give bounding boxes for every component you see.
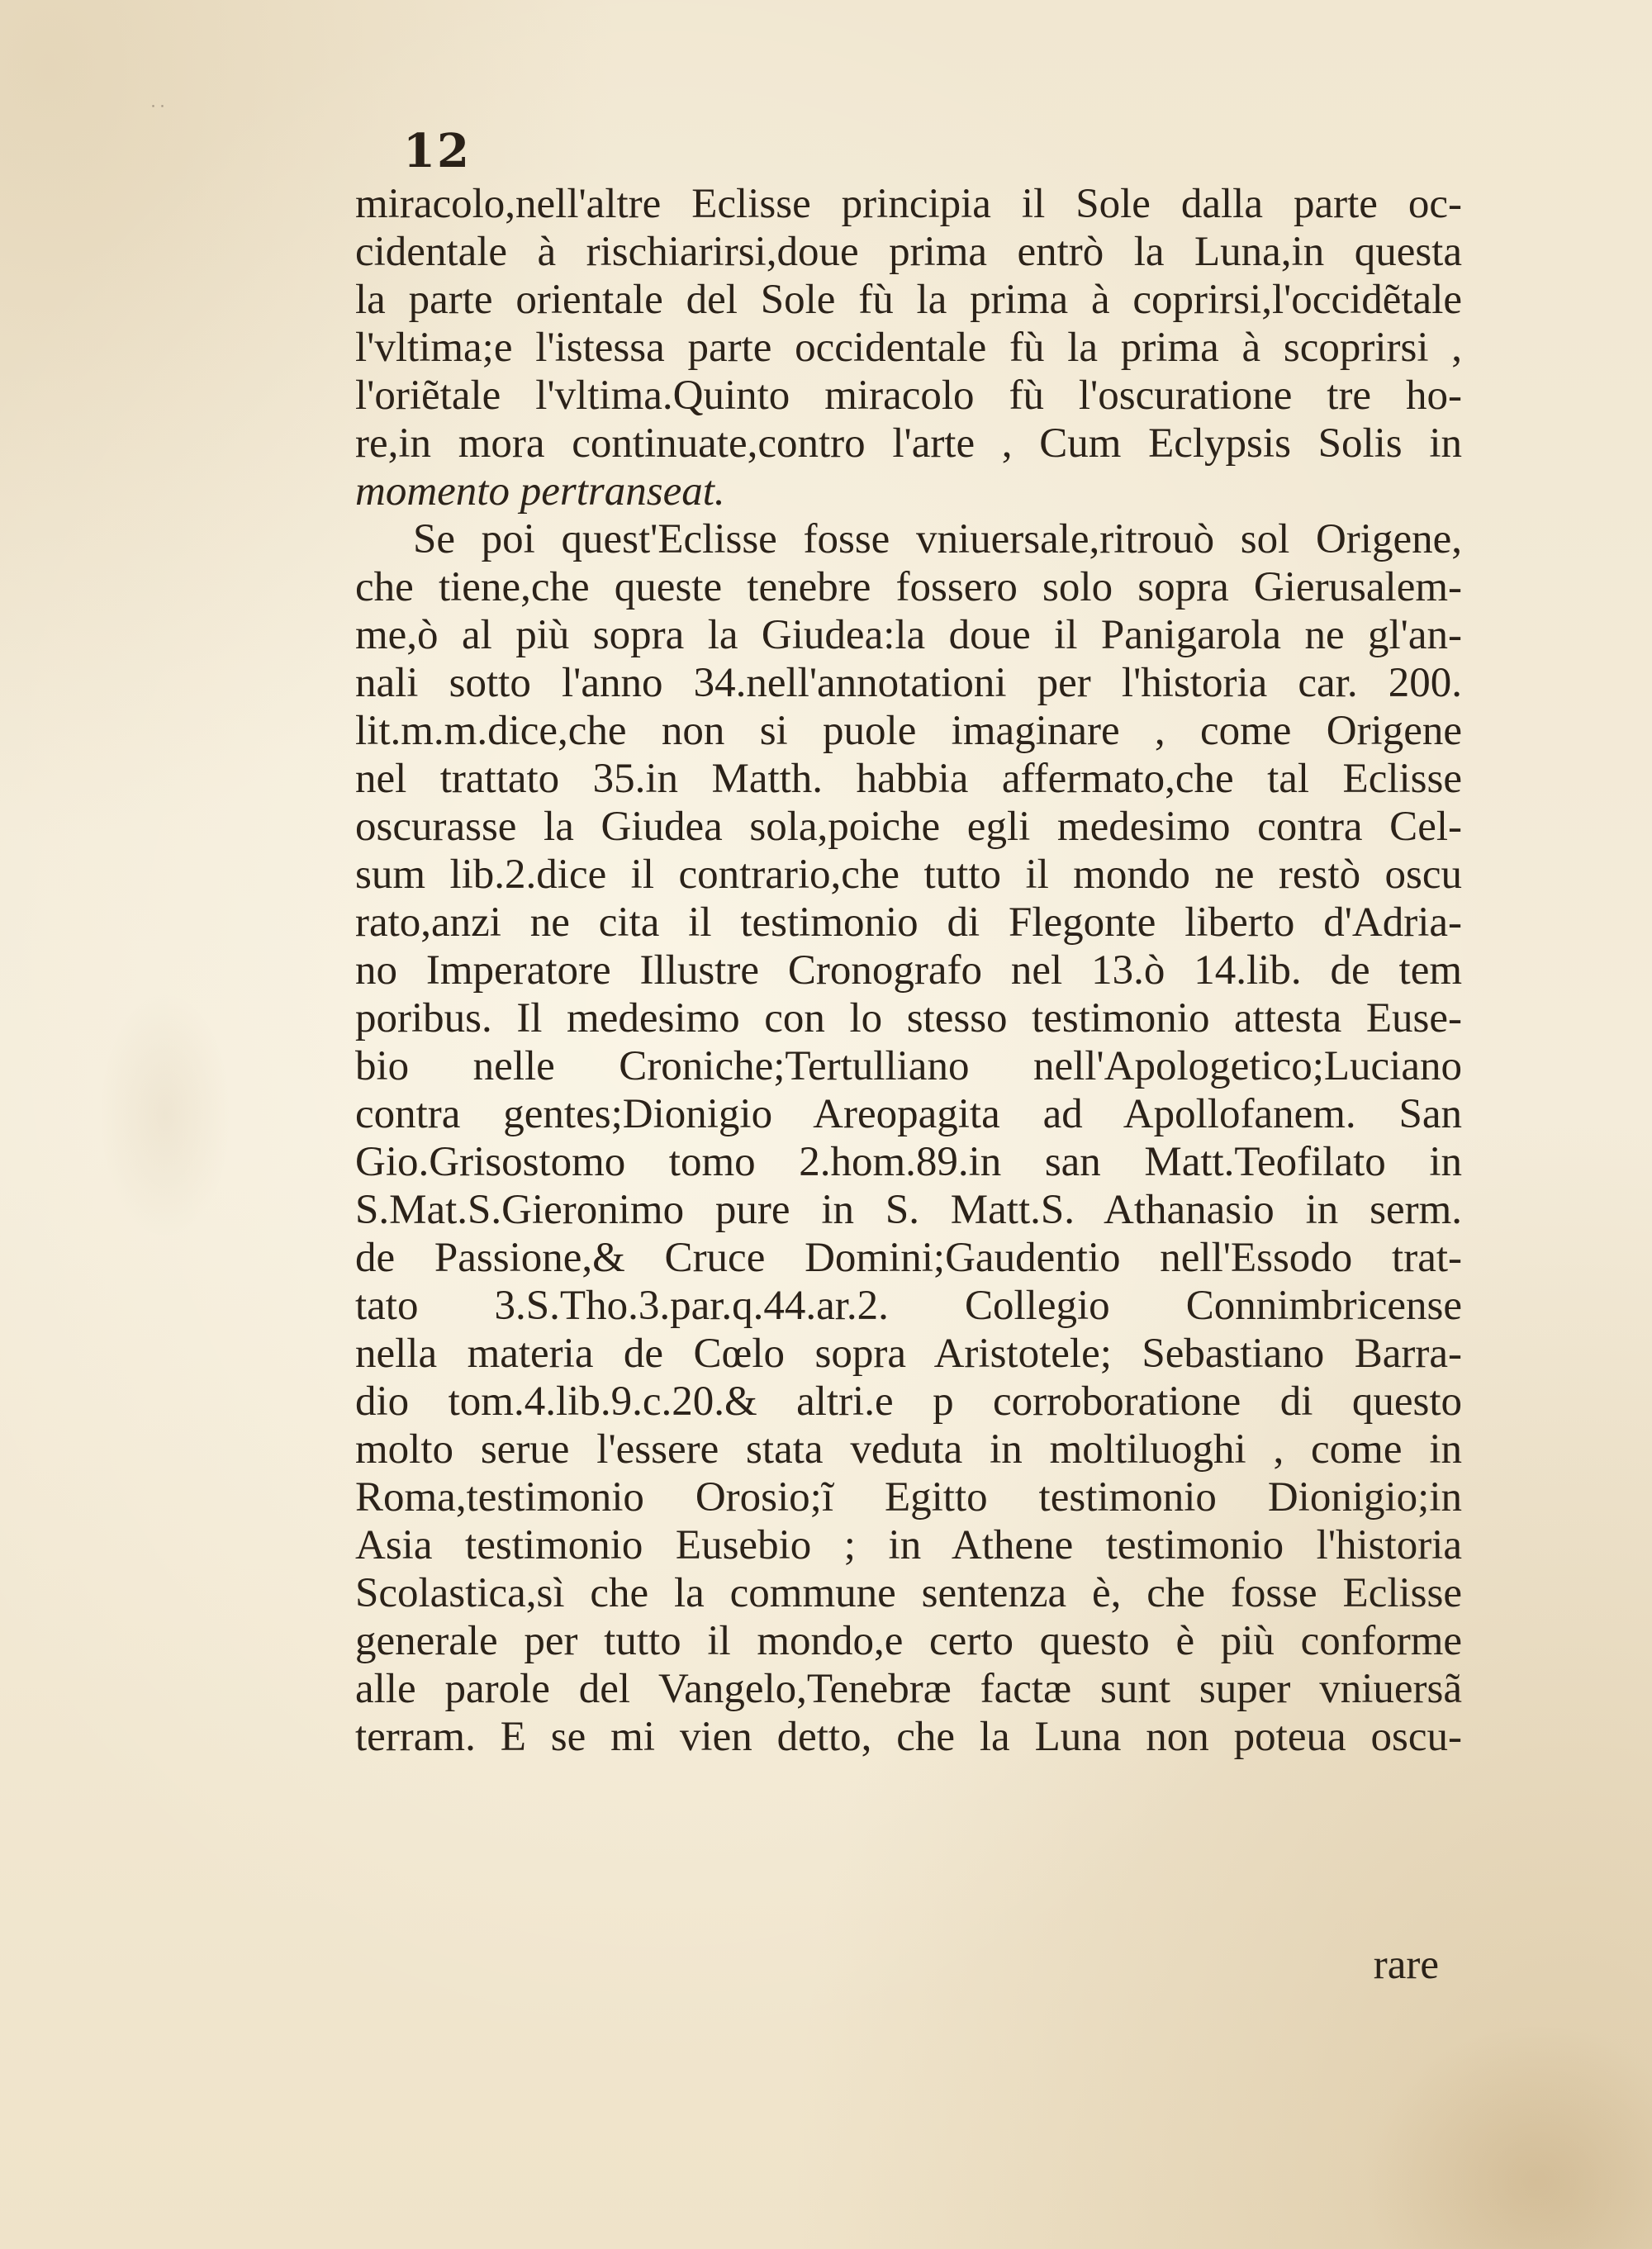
text-line: sum lib.2.dice il contrario,che tutto il mondo ne restò oscu [355,852,1462,898]
text-line: alle parole del Vangelo,Tenebræ factæ sunt super vniuersã [355,1666,1462,1712]
text-line: dio tom.4.lib.9.c.20.& altri.e p corroboratione di questo [355,1378,1462,1425]
text-line: tato 3.S.Tho.3.par.q.44.ar.2. Collegio Connimbricense [355,1283,1462,1329]
text-line: Gio.Grisostomo tomo 2.hom.89.in san Matt.Teofilato in [355,1139,1462,1185]
text-line: nella materia de Cœlo sopra Aristotele; Sebastiano Barra- [355,1331,1462,1377]
text-line: re,in mora continuate,contro l'arte , Cum Eclypsis Solis in [355,420,1462,467]
text-line: la parte orientale del Sole fù la prima à coprirsi,l'occidẽtale [355,277,1462,323]
margin-mark: ˙˙ [149,103,167,124]
text-line: terram. E se mi vien detto, che la Luna non poteua oscu- [355,1714,1462,1760]
text-line: de Passione,& Cruce Domini;Gaudentio nell'Essodo trat- [355,1235,1462,1281]
text-line: poribus. Il medesimo con lo stesso testimonio attesta Euse- [355,995,1462,1041]
text-line: lit.m.m.dice,che non si puole imaginare , come Origene [355,708,1462,754]
text-line: l'vltima;e l'istessa parte occidentale fù la prima à scoprirsi , [355,325,1462,371]
text-line: che tiene,che queste tenebre fossero solo sopra Gierusalem- [355,564,1462,610]
text-line: S.Mat.S.Gieronimo pure in S. Matt.S. Athanasio in serm. [355,1187,1462,1233]
text-line: Asia testimonio Eusebio ; in Athene testimonio l'historia [355,1522,1462,1568]
text-line: miracolo,nell'altre Eclisse principia il Sole dalla parte oc- [355,181,1462,227]
text-line: Scolastica,sì che la commune sentenza è, che fosse Eclisse [355,1570,1462,1616]
text-line: momento pertranseat. [355,468,725,515]
page-number: 12 [403,124,471,178]
text-line: molto serue l'essere stata veduta in moltiluoghi , come in [355,1426,1462,1473]
catchword: rare [1373,1942,1439,1988]
text-line: me,ò al più sopra la Giudea:la doue il Panigarola ne gl'an- [355,612,1462,658]
text-line: contra gentes;Dionigio Areopagita ad Apollofanem. San [355,1091,1462,1137]
text-line: nel trattato 35.in Matth. habbia affermato,che tal Eclisse [355,756,1462,802]
text-line: Se poi quest'Eclisse fosse vniuersale,ritrouò sol Origene, [413,516,1462,562]
text-line: nali sotto l'anno 34.nell'annotationi per l'historia car. 200. [355,660,1462,706]
text-line: Roma,testimonio Orosio;ĩ Egitto testimonio Dionigio;in [355,1474,1462,1521]
text-line: generale per tutto il mondo,e certo questo è più conforme [355,1618,1462,1664]
page-stain [1363,2024,1652,2249]
text-line: cidentale à rischiarirsi,doue prima entrò la Luna,in questa [355,229,1462,275]
text-line: oscurasse la Giudea sola,poiche egli medesimo contra Cel- [355,804,1462,850]
text-line: bio nelle Croniche;Tertulliano nell'Apologetico;Luciano [355,1043,1462,1089]
text-line: l'oriẽtale l'vltima.Quinto miracolo fù l'oscuratione tre ho- [355,372,1462,419]
page-stain [99,991,231,1239]
body-text [355,180,1462,1761]
text-line: rato,anzi ne cita il testimonio di Flegonte liberto d'Adria- [355,899,1462,946]
text-line: no Imperatore Illustre Cronografo nel 13.ò 14.lib. de tem [355,947,1462,994]
